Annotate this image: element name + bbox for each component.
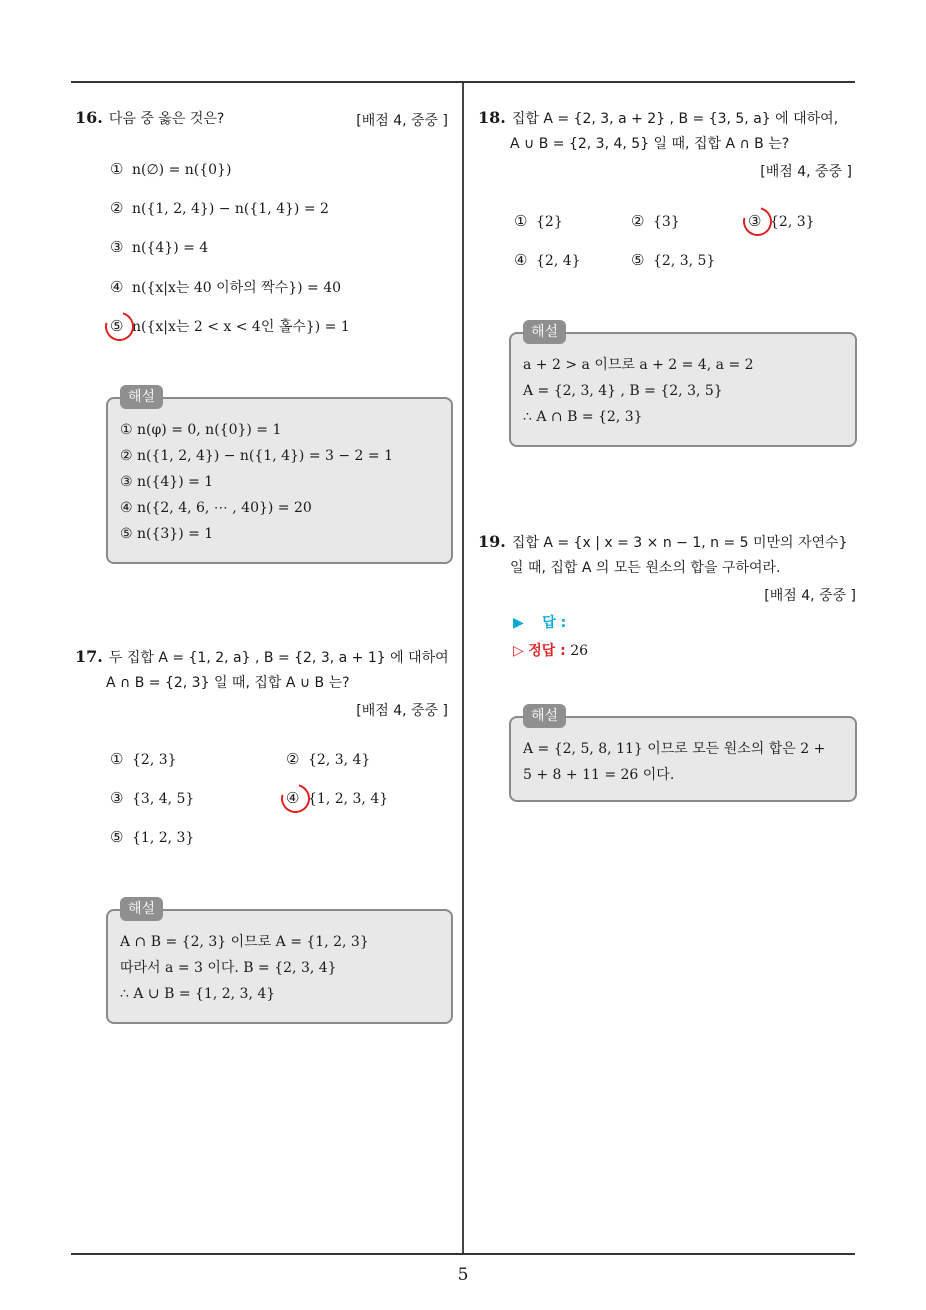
q16-choice-3[interactable]: ③ n({4}) = 4 — [110, 238, 209, 256]
question-16-score: [배점 4, 중중 ] — [356, 113, 448, 129]
column-divider — [462, 83, 464, 1253]
question-number: 16. — [75, 108, 103, 127]
q17-choice-4[interactable]: ④ {1, 2, 3, 4} — [286, 789, 389, 807]
question-17-score: [배점 4, 중중 ] — [356, 703, 448, 719]
answer-line — [513, 612, 566, 632]
q17-choice-2[interactable]: ② {2, 3, 4} — [286, 750, 371, 768]
answer-circle-mark: ⑤ — [110, 317, 132, 335]
question-18-score: [배점 4, 중중 ] — [760, 164, 852, 180]
q16-explanation-box: 해설 ① n(φ) = 0, n({0}) = 1 ② n({1, 2, 4}) − n({1, 4}) = 3 − 2 = 1 ③ n({4}) = 1 ④ n({2, 4, 6, ⋯ , 40}) = 20 ⑤ n({3}) = 1 — [106, 397, 453, 564]
question-19-line2: 일 때, 집합 A 의 모든 원소의 합을 구하여라. — [510, 560, 781, 576]
footer-rule — [71, 1253, 855, 1255]
q18-choice-3[interactable]: ③ {2, 3} — [748, 212, 815, 230]
page-number: 5 — [457, 1265, 469, 1285]
question-text: 집합 A = {x | x = 3 × n − 1, n = 5 미만의 자연수} — [511, 535, 848, 551]
explanation-tag: 해설 — [120, 385, 163, 409]
q18-choice-5[interactable]: ⑤ {2, 3, 5} — [631, 251, 716, 269]
question-19-header — [478, 532, 848, 553]
q18-choice-1[interactable]: ① {2} — [514, 212, 563, 230]
q19-explanation-box: 해설 A = {2, 5, 8, 11} 이므로 모든 원소의 합은 2 + 5 + 8 + 11 = 26 이다. — [509, 716, 857, 802]
q17-explanation-box: 해설 A ∩ B = {2, 3} 이므로 A = {1, 2, 3} 따라서 a = 3 이다. B = {2, 3, 4} ∴ A ∪ B = {1, 2, 3, 4} — [106, 909, 453, 1024]
answer-circle-mark: ③ — [748, 212, 770, 230]
question-17-header — [75, 647, 449, 668]
q16-choice-5[interactable]: ⑤ n({x|x는 2 < x < 4인 홀수}) = 1 — [110, 317, 350, 335]
q18-explanation-box: 해설 a + 2 > a 이므로 a + 2 = 4, a = 2 A = {2, 3, 4} , B = {2, 3, 5} ∴ A ∩ B = {2, 3} — [509, 332, 857, 447]
question-19-score: [배점 4, 중중 ] — [764, 588, 856, 604]
question-18-header — [478, 108, 838, 129]
q17-choice-5[interactable]: ⑤ {1, 2, 3} — [110, 828, 195, 846]
explanation-tag: 해설 — [523, 320, 566, 344]
question-text: 다음 중 옳은 것은? — [108, 111, 225, 127]
answer-label: 답 : — [542, 615, 567, 631]
question-16-header — [75, 108, 224, 129]
question-text: 두 집합 A = {1, 2, a} , B = {2, 3, a + 1} 에 대하여 — [108, 650, 449, 666]
explanation-tag: 해설 — [120, 897, 163, 921]
explanation-tag: 해설 — [523, 704, 566, 728]
q16-choice-1[interactable]: ① n(∅) = n({0}) — [110, 160, 232, 178]
q16-choice-4[interactable]: ④ n({x|x는 40 이하의 짝수}) = 40 — [110, 278, 342, 296]
question-18-line2: A ∪ B = {2, 3, 4, 5} 일 때, 집합 A ∩ B 는? — [510, 136, 790, 152]
question-17-line2: A ∩ B = {2, 3} 일 때, 집합 A ∪ B 는? — [106, 675, 350, 691]
q17-choice-3[interactable]: ③ {3, 4, 5} — [110, 789, 195, 807]
q17-choice-1[interactable]: ① {2, 3} — [110, 750, 177, 768]
question-text: 집합 A = {2, 3, a + 2} , B = {3, 5, a} 에 대하여, — [511, 111, 839, 127]
question-number: 18. — [478, 108, 506, 127]
play-outline-icon: ▷ — [513, 643, 524, 659]
correct-answer-value: 26 — [570, 643, 589, 659]
q18-choice-4[interactable]: ④ {2, 4} — [514, 251, 581, 269]
question-number: 19. — [478, 532, 506, 551]
correct-answer-line — [513, 640, 588, 660]
question-number: 17. — [75, 647, 103, 666]
play-filled-icon: ▶ — [513, 615, 524, 631]
correct-answer-label: 정답 : — [528, 643, 566, 659]
answer-circle-mark: ④ — [286, 789, 308, 807]
q16-choice-2[interactable]: ② n({1, 2, 4}) − n({1, 4}) = 2 — [110, 199, 329, 217]
q18-choice-2[interactable]: ② {3} — [631, 212, 680, 230]
